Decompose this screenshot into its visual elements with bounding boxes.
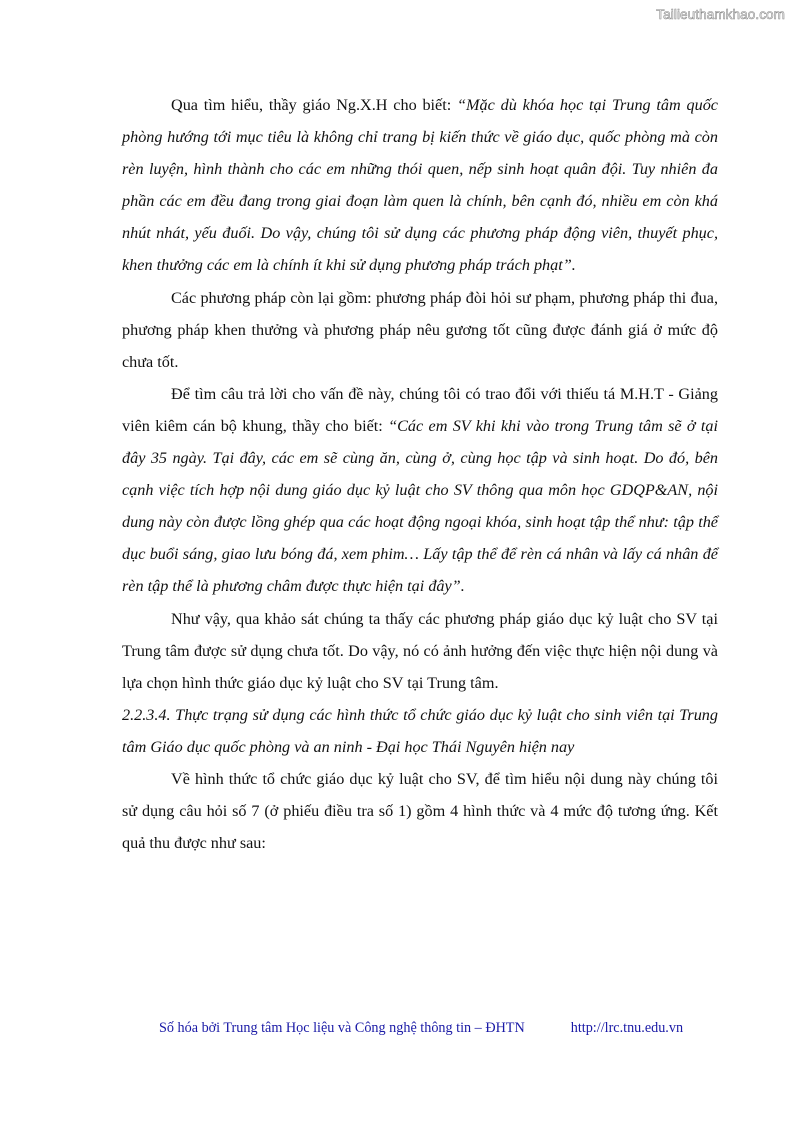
footer-source: Số hóa bởi Trung tâm Học liệu và Công nghệ thông tin – ĐHTN — [159, 1020, 525, 1036]
paragraph-lead: Để tìm câu trả lời cho vấn đề này, chúng tôi có trao đổi với thiếu tá M.H.T - Giảng viên kiêm cán bộ khung, thầy cho biết: — [122, 384, 718, 435]
paragraph-interview-2 — [122, 378, 718, 603]
paragraph-remaining-methods: Các phương pháp còn lại gồm: phương pháp đòi hỏi sư phạm, phương pháp thi đua, phương pháp khen thưởng và phương pháp nêu gương tốt cũng được đánh giá ở mức độ chưa tốt. — [122, 288, 718, 371]
paragraph-survey-intro: Về hình thức tổ chức giáo dục kỷ luật cho SV, để tìm hiểu nội dung này chúng tôi sử dụng câu hỏi số 7 (ở phiếu điều tra số 1) gồm 4 hình thức và 4 mức độ tương ứng. Kết quả thu được như sau: — [122, 769, 718, 853]
section-heading: 2.2.3.4. Thực trạng sử dụng các hình thức tổ chức giáo dục kỷ luật cho sinh viên tại Trung tâm Giáo dục quốc phòng và an ninh - Đại học Thái Nguyên hiện nay — [122, 705, 718, 756]
interview-quote: “Các em SV khi khi vào trong Trung tâm sẽ ở tại đây 35 ngày. Tại đây, các em sẽ cùng ăn, cùng ở, cùng học tập và sinh hoạt. Do đó, bên cạnh việc tích hợp nội dung giáo dục kỷ luật cho SV thông qua môn học GDQP&AN, nội dung này còn được lồng ghép qua các hoạt động ngoại khóa, sinh hoạt tập thể như: tập thể dục buổi sáng, giao lưu bóng đá, xem phim… Lấy tập thể để rèn cá nhân và lấy cá nhân để rèn tập thể là phương châm được thực hiện tại đây”. — [122, 416, 718, 596]
watermark: Tailieuthamkhao.com — [656, 7, 785, 22]
interview-quote: “Mặc dù khóa học tại Trung tâm quốc phòng hướng tới mục tiêu là không chỉ trang bị kiến thức về giáo dục, quốc phòng mà còn rèn luyện, hình thành cho các em những thói quen, nếp sinh hoạt quân đội. Tuy nhiên đa phần các em đều đang trong giai đoạn làm quen là chính, bên cạnh đó, nhiều em còn khá nhút nhát, yếu đuối. Do vậy, chúng tôi sử dụng các phương pháp động viên, thuyết phục, khen thưởng các em là chính ít khi sử dụng phương pháp trách phạt”. — [122, 96, 718, 275]
page-footer — [159, 1020, 683, 1037]
document-body — [122, 89, 718, 859]
paragraph-conclusion: Như vậy, qua khảo sát chúng ta thấy các phương pháp giáo dục kỷ luật cho SV tại Trung tâm được sử dụng chưa tốt. Do vậy, nó có ảnh hưởng đến việc thực hiện nội dung và lựa chọn hình thức giáo dục kỷ luật cho SV tại Trung tâm. — [122, 609, 718, 692]
paragraph-lead: Qua tìm hiểu, thầy giáo Ng.X.H cho biết: — [171, 96, 458, 114]
footer-url-link[interactable]: http://lrc.tnu.edu.vn — [570, 1020, 684, 1036]
paragraph-interview-1 — [122, 89, 718, 282]
